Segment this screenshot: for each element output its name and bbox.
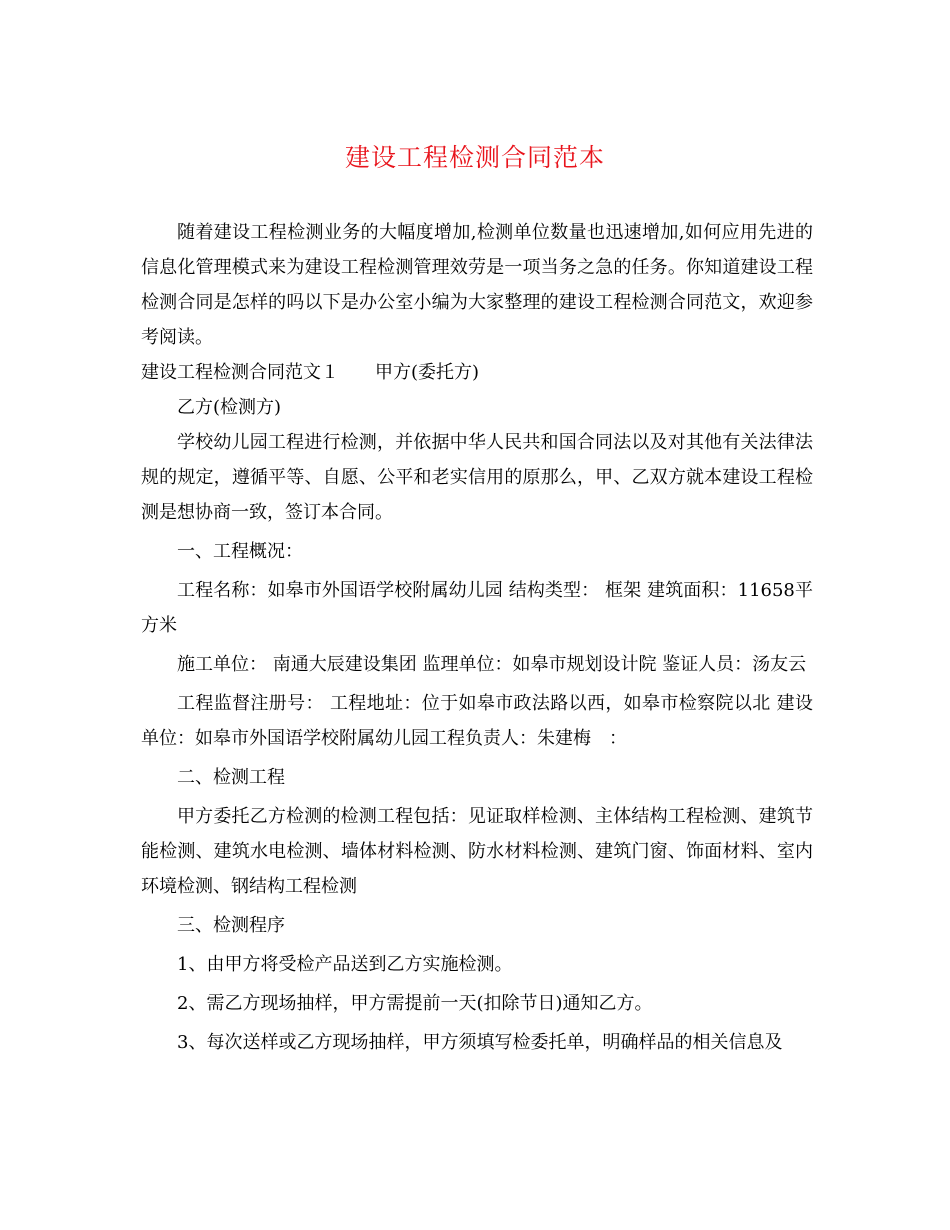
section3-heading: 三、检测程序 — [177, 915, 285, 936]
party-b: 乙方(检测方) — [177, 397, 282, 418]
project-name-line: 工程名称：如皋市外国语学校附属幼儿园 结构类型： 框架 建筑面积：11658平方米 — [141, 580, 813, 636]
party-a: 甲方(委托方) — [375, 362, 480, 383]
preamble-paragraph: 学校幼儿园工程进行检测，并依据中华人民共和国合同法以及对其他有关法律法规的规定，遵循平等、自愿、公平和老实信用的原那么，甲、乙双方就本建设工程检测是想协商一致，签订本合同。 — [141, 432, 813, 523]
section2-body: 甲方委托乙方检测的检测工程包括：见证取样检测、主体结构工程检测、建筑节能检测、建筑水电检测、墙体材料检测、防水材料检测、建筑门窗、饰面材料、室内环境检测、钢结构工程检测 — [141, 806, 813, 897]
sample-heading: 建设工程检测合同范文１ — [141, 362, 339, 383]
supervision-line: 工程监督注册号： 工程地址：位于如皋市政法路以西，如皋市检察院以北 建设单位：如皋市外国语学校附属幼儿园工程负责人：朱建梅 ： — [141, 693, 813, 749]
section2-heading: 二、检测工程 — [177, 767, 285, 788]
procedure-item-1: 1、由甲方将受检产品送到乙方实施检测。 — [177, 954, 513, 975]
procedure-item-2: 2、需乙方现场抽样，甲方需提前一天(扣除节日)通知乙方。 — [177, 993, 653, 1014]
sample-heading-line — [141, 355, 813, 390]
document-title: 建设工程检测合同范本 — [344, 143, 605, 172]
section1-heading: 一、工程概况： — [177, 541, 303, 562]
procedure-item-3: 3、每次送样或乙方现场抽样，甲方须填写检委托单，明确样品的相关信息及 — [177, 1032, 783, 1053]
intro-paragraph: 随着建设工程检测业务的大幅度增加,检测单位数量也迅速增加,如何应用先进的信息化管理模式来为建设工程检测管理效劳是一项当务之急的任务。你知道建设工程检测合同是怎样的吗以下是办公室小编为大家整理的建设工程检测合同范文，欢迎参考阅读。 — [141, 222, 813, 348]
construction-line: 施工单位： 南通大辰建设集团 监理单位：如皋市规划设计院 鉴证人员：汤友云 — [177, 654, 807, 675]
document-body — [141, 215, 813, 1060]
